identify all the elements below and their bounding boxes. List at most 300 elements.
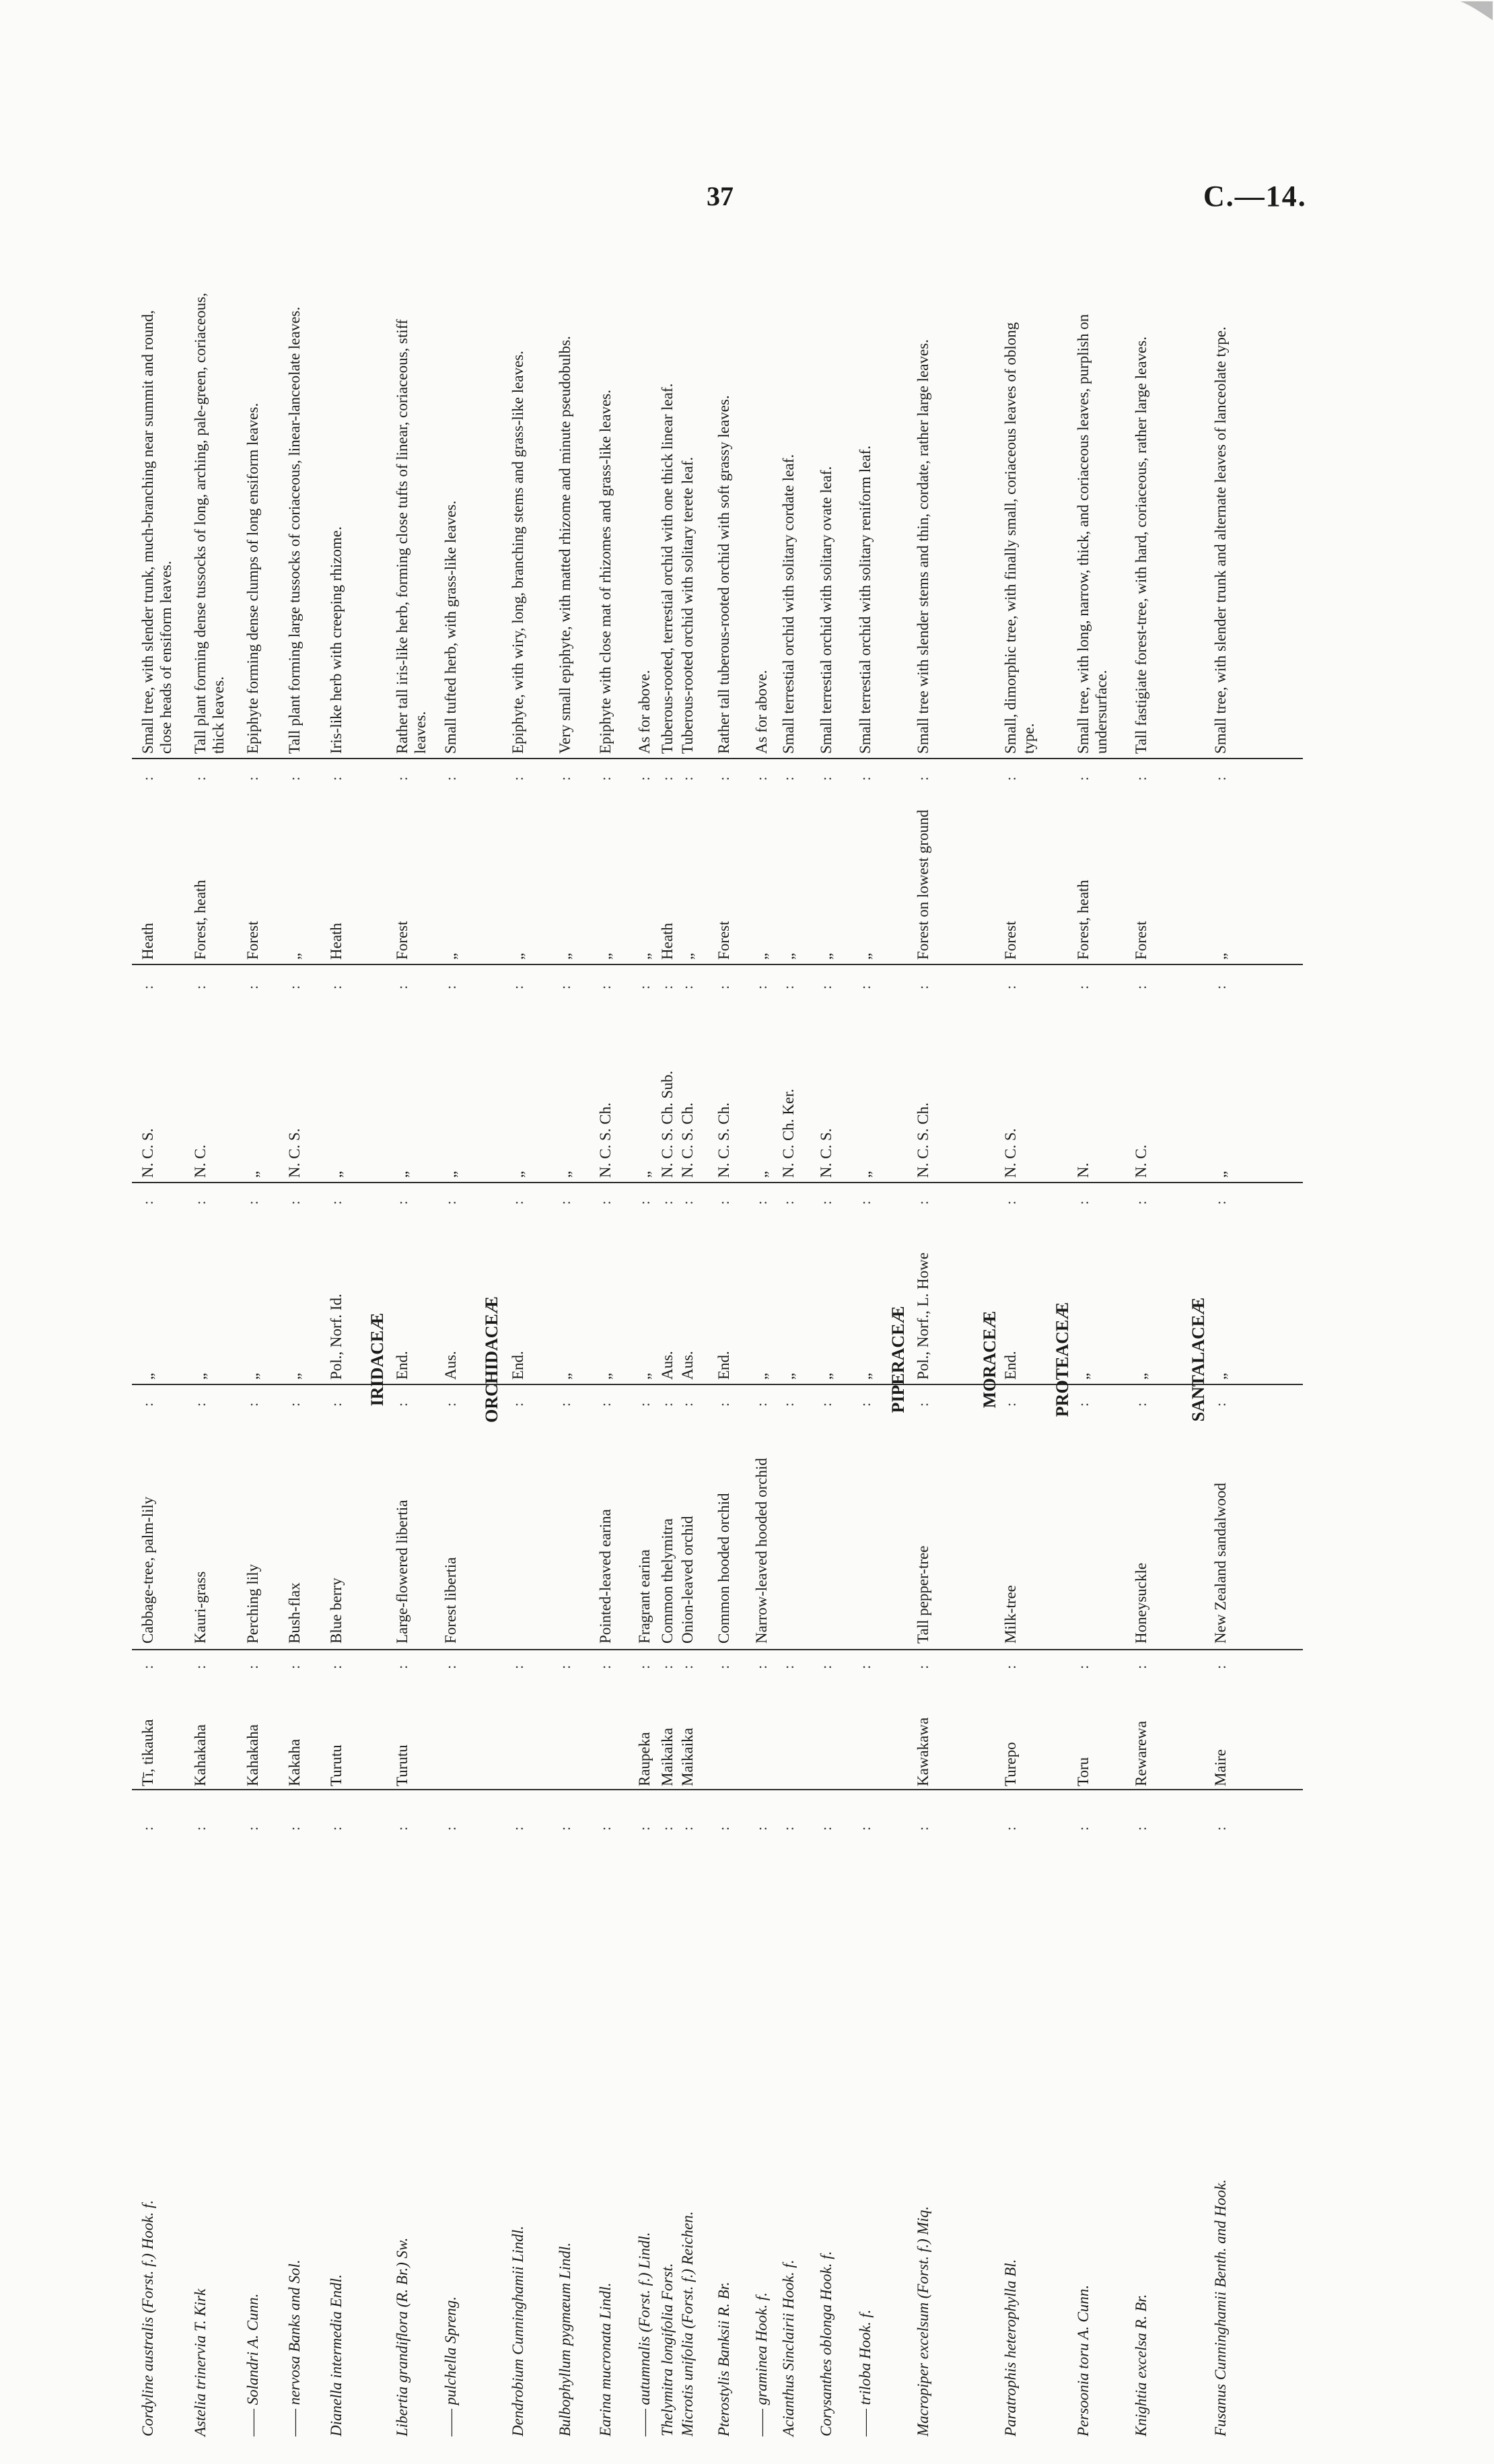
cell-district: N. C. S. Ch. bbox=[915, 1102, 931, 1178]
cell-district: „ bbox=[244, 1170, 261, 1178]
cell-maori: Maire bbox=[1212, 1749, 1229, 1786]
leader-dots: : bbox=[192, 1402, 209, 1407]
leader-dots: : bbox=[1075, 1402, 1092, 1407]
cell-name: Pterostylis Banksii R. Br. bbox=[715, 2282, 732, 2436]
cell-habitat: „ bbox=[679, 952, 696, 960]
leader-dots: : bbox=[139, 1402, 156, 1407]
cell-district: „ bbox=[509, 1170, 526, 1178]
cell-maori: Tī, tikauka bbox=[139, 1719, 156, 1786]
table-row bbox=[1132, 283, 1188, 2436]
cell-range: „ bbox=[636, 1372, 653, 1380]
cell-district: N. C. S. Ch. bbox=[715, 1102, 732, 1178]
leader-dots: : bbox=[1075, 776, 1092, 781]
cell-name: Acianthus Sinclairii Hook. f. bbox=[780, 2259, 797, 2436]
cell-description: As for above. bbox=[636, 670, 653, 754]
cell-description: Epiphyte forming dense clumps of long ensiform leaves. bbox=[244, 402, 261, 754]
leader-dots: : bbox=[818, 776, 834, 781]
leader-dots: : bbox=[715, 985, 732, 989]
cell-common: Pointed-leaved earina bbox=[597, 1509, 614, 1644]
cell-common: Milk-tree bbox=[1002, 1585, 1019, 1644]
cell-description: Small terrestial orchid with solitary cordate leaf. bbox=[780, 454, 797, 754]
leader-dots: : bbox=[328, 1200, 345, 1205]
family-heading-label: PIPERACEÆ bbox=[888, 1306, 908, 1413]
cell-district: N. C. S. Ch. bbox=[679, 1102, 696, 1178]
leader-dots: : bbox=[1075, 1200, 1092, 1205]
table-row bbox=[556, 283, 596, 2436]
cell-description: Tall plant forming large tussocks of coriaceous, linear-lanceolate leaves. bbox=[286, 306, 303, 754]
leader-dots: : bbox=[557, 1826, 573, 1831]
leader-dots: : bbox=[679, 1664, 696, 1669]
cell-habitat: Forest bbox=[1002, 921, 1019, 960]
leader-dots: : bbox=[679, 1826, 696, 1831]
leader-dots: : bbox=[857, 1664, 874, 1669]
cell-habitat: „ bbox=[636, 952, 653, 960]
cell-range: „ bbox=[857, 1372, 874, 1380]
leader-dots: : bbox=[557, 985, 573, 989]
leader-dots: : bbox=[780, 776, 797, 781]
leader-dots: : bbox=[1075, 1664, 1092, 1669]
leader-dots: : bbox=[442, 1664, 459, 1669]
leader-dots: : bbox=[1133, 1664, 1149, 1669]
cell-range: „ bbox=[286, 1372, 303, 1380]
leader-dots: : bbox=[328, 985, 345, 989]
leader-dots: : bbox=[192, 985, 209, 989]
leader-dots: : bbox=[715, 1826, 732, 1831]
cell-name: —— Solandri A. Cunn. bbox=[244, 2293, 261, 2436]
cell-name: Microtis unifolia (Forst. f.) Reichen. bbox=[679, 2211, 696, 2436]
cell-habitat: „ bbox=[818, 952, 834, 960]
cell-district: N. C. S. bbox=[139, 1128, 156, 1178]
leader-dots: : bbox=[509, 1402, 526, 1407]
leader-dots: : bbox=[915, 985, 931, 989]
leader-dots: : bbox=[244, 1402, 261, 1407]
cell-common: Honeysuckle bbox=[1133, 1562, 1149, 1644]
table-row bbox=[715, 283, 752, 2436]
leader-dots: : bbox=[679, 985, 696, 989]
leader-dots: : bbox=[659, 1200, 676, 1205]
leader-dots: : bbox=[192, 776, 209, 781]
cell-maori: Kahakaha bbox=[244, 1724, 261, 1786]
leader-dots: : bbox=[1075, 1826, 1092, 1831]
leader-dots: : bbox=[442, 776, 459, 781]
cell-district: „ bbox=[857, 1170, 874, 1178]
cell-description: Tall plant forming dense tussocks of long, arching, pale-green, coriaceous, thick leaves. bbox=[192, 293, 227, 754]
cell-district: „ bbox=[328, 1170, 345, 1178]
leader-dots: : bbox=[857, 1826, 874, 1831]
cell-maori: Maikaika bbox=[679, 1728, 696, 1786]
cell-range: „ bbox=[1075, 1372, 1092, 1380]
cell-common: Kauri-grass bbox=[192, 1571, 209, 1644]
cell-range: Pol., Norf. Id. bbox=[328, 1294, 345, 1380]
leader-dots: : bbox=[1075, 985, 1092, 989]
plant-table bbox=[132, 283, 1303, 2436]
leader-dots: : bbox=[780, 1826, 797, 1831]
cell-maori: Turutu bbox=[394, 1745, 411, 1786]
cell-name: —— pulchella Spreng. bbox=[442, 2296, 459, 2436]
family-heading-label: SANTALACEÆ bbox=[1188, 1297, 1208, 1422]
table-row bbox=[244, 283, 284, 2436]
cell-description: Tall fastigiate forest-tree, with hard, coriaceous, rather large leaves. bbox=[1133, 337, 1149, 754]
leader-dots: : bbox=[509, 1664, 526, 1669]
family-heading-label: ORCHIDACEÆ bbox=[482, 1296, 501, 1423]
leader-dots: : bbox=[557, 776, 573, 781]
leader-dots: : bbox=[753, 776, 770, 781]
leader-dots: : bbox=[915, 1664, 931, 1669]
cell-common: Fragrant earina bbox=[636, 1549, 653, 1644]
family-heading-label: IRIDACEÆ bbox=[367, 1312, 387, 1407]
cell-common: Forest libertia bbox=[442, 1557, 459, 1644]
cell-name: —— nervosa Banks and Sol. bbox=[286, 2259, 303, 2436]
leader-dots: : bbox=[715, 1200, 732, 1205]
cell-common: Cabbage-tree, palm-lily bbox=[139, 1496, 156, 1644]
table-row bbox=[1211, 283, 1252, 2436]
cell-district: N. C. S. bbox=[1002, 1128, 1019, 1178]
leader-dots: : bbox=[328, 776, 345, 781]
cell-common: Common hooded orchid bbox=[715, 1493, 732, 1644]
cell-common: Bush-flax bbox=[286, 1582, 303, 1644]
leader-dots: : bbox=[139, 1826, 156, 1831]
table-row bbox=[1001, 283, 1050, 2436]
leader-dots: : bbox=[442, 985, 459, 989]
cell-name: —— graminea Hook. f. bbox=[753, 2292, 770, 2436]
leader-dots: : bbox=[328, 1664, 345, 1669]
cell-district: „ bbox=[442, 1170, 459, 1178]
leader-dots: : bbox=[192, 1200, 209, 1205]
table-row bbox=[191, 283, 244, 2436]
leader-dots: : bbox=[394, 1664, 411, 1669]
leader-dots: : bbox=[753, 1402, 770, 1407]
leader-dots: : bbox=[915, 1826, 931, 1831]
leader-dots: : bbox=[597, 776, 614, 781]
leader-dots: : bbox=[244, 985, 261, 989]
cell-description: Tuberous-rooted orchid with solitary terete leaf. bbox=[679, 456, 696, 754]
leader-dots: : bbox=[1133, 1200, 1149, 1205]
leader-dots: : bbox=[328, 1826, 345, 1831]
leader-dots: : bbox=[328, 1402, 345, 1407]
cell-common: Onion-leaved orchid bbox=[679, 1516, 696, 1644]
cell-district: „ bbox=[636, 1170, 653, 1178]
cell-name: Paratrophis heterophylla Bl. bbox=[1002, 2259, 1019, 2436]
cell-description: Iris-like herb with creeping rhizome. bbox=[328, 526, 345, 754]
leader-dots: : bbox=[1212, 776, 1229, 781]
leader-dots: : bbox=[442, 1402, 459, 1407]
cell-name: Dendrobium Cunninghamii Lindl. bbox=[509, 2226, 526, 2436]
leader-dots: : bbox=[244, 1826, 261, 1831]
cell-description: Small, dimorphic tree, with finally small, coriaceous leaves of oblong type. bbox=[1002, 322, 1037, 754]
cell-range: Aus. bbox=[679, 1351, 696, 1380]
cell-common: Narrow-leaved hooded orchid bbox=[753, 1458, 770, 1644]
leader-dots: : bbox=[1002, 985, 1019, 989]
cell-range: „ bbox=[557, 1372, 573, 1380]
cell-range: „ bbox=[780, 1372, 797, 1380]
cell-habitat: „ bbox=[442, 952, 459, 960]
cell-name: Corysanthes oblonga Hook. f. bbox=[818, 2251, 834, 2436]
leader-dots: : bbox=[753, 985, 770, 989]
cell-description: Small tree, with slender trunk and alternate leaves of lanceolate type. bbox=[1212, 326, 1229, 754]
cell-district: N. C. bbox=[192, 1144, 209, 1178]
leader-dots: : bbox=[1133, 1402, 1149, 1407]
leader-dots: : bbox=[139, 1664, 156, 1669]
leader-dots: : bbox=[818, 1664, 834, 1669]
leader-dots: : bbox=[818, 1200, 834, 1205]
cell-description: Small terrestial orchid with solitary reniform leaf. bbox=[857, 446, 874, 754]
leader-dots: : bbox=[915, 1402, 931, 1407]
cell-habitat: „ bbox=[780, 952, 797, 960]
leader-dots: : bbox=[1002, 776, 1019, 781]
cell-name: —— autumnalis (Forst. f.) Lindl. bbox=[636, 2232, 653, 2436]
leader-dots: : bbox=[286, 1664, 303, 1669]
table-row bbox=[752, 283, 779, 2436]
leader-dots: : bbox=[659, 985, 676, 989]
leader-dots: : bbox=[636, 1826, 653, 1831]
cell-habitat: „ bbox=[1212, 952, 1229, 960]
leader-dots: : bbox=[753, 1200, 770, 1205]
leader-dots: : bbox=[1212, 1200, 1229, 1205]
cell-range: „ bbox=[1133, 1372, 1149, 1380]
table-row bbox=[914, 283, 979, 2436]
leader-dots: : bbox=[557, 1402, 573, 1407]
cell-common: Tall pepper-tree bbox=[915, 1545, 931, 1644]
family-heading bbox=[1188, 283, 1211, 2436]
cell-maori: Turepo bbox=[1002, 1742, 1019, 1786]
cell-description: Small terrestial orchid with solitary ovate leaf. bbox=[818, 466, 834, 754]
cell-district: „ bbox=[1212, 1170, 1229, 1178]
leader-dots: : bbox=[139, 776, 156, 781]
leader-dots: : bbox=[753, 1664, 770, 1669]
table-row bbox=[393, 283, 440, 2436]
cell-maori: Kahakaha bbox=[192, 1724, 209, 1786]
leader-dots: : bbox=[509, 776, 526, 781]
cell-description: Small tree, with slender trunk, much-branching near summit and round, close heads of ensiform leaves. bbox=[139, 310, 174, 754]
leader-dots: : bbox=[1002, 1402, 1019, 1407]
leader-dots: : bbox=[659, 1402, 676, 1407]
family-heading bbox=[888, 283, 911, 2436]
leader-dots: : bbox=[192, 1826, 209, 1831]
cell-maori: Kawakawa bbox=[915, 1717, 931, 1786]
cell-habitat: „ bbox=[753, 952, 770, 960]
leader-dots: : bbox=[192, 1664, 209, 1669]
cell-maori: Turutu bbox=[328, 1745, 345, 1786]
table-row bbox=[139, 283, 191, 2436]
family-heading bbox=[980, 283, 1003, 2436]
cell-district: N. C. S. Ch. Sub. bbox=[659, 1070, 676, 1178]
cell-range: End. bbox=[715, 1351, 732, 1380]
leader-dots: : bbox=[780, 985, 797, 989]
table-row bbox=[441, 283, 468, 2436]
cell-name: Macropiper excelsum (Forst. f.) Miq. bbox=[915, 2206, 931, 2436]
cell-maori: Maikaika bbox=[659, 1728, 676, 1786]
leader-dots: : bbox=[286, 1826, 303, 1831]
leader-dots: : bbox=[636, 1200, 653, 1205]
family-heading-label: PROTEACEÆ bbox=[1053, 1302, 1072, 1417]
cell-name: Thelymitra longifolia Forst. bbox=[659, 2263, 676, 2436]
cell-range: „ bbox=[1212, 1372, 1229, 1380]
cell-habitat: Heath bbox=[328, 923, 345, 960]
leader-dots: : bbox=[857, 776, 874, 781]
leader-dots: : bbox=[659, 1826, 676, 1831]
cell-habitat: Forest, heath bbox=[1075, 880, 1092, 960]
family-heading bbox=[1053, 283, 1075, 2436]
leader-dots: : bbox=[659, 776, 676, 781]
cell-common: Perching lily bbox=[244, 1563, 261, 1644]
cell-description: As for above. bbox=[753, 670, 770, 754]
leader-dots: : bbox=[557, 1200, 573, 1205]
leader-dots: : bbox=[139, 985, 156, 989]
cell-name: —— triloba Hook. f. bbox=[857, 2309, 874, 2436]
leader-dots: : bbox=[597, 1402, 614, 1407]
leader-dots: : bbox=[818, 985, 834, 989]
cell-range: „ bbox=[818, 1372, 834, 1380]
page-number: 37 bbox=[707, 181, 734, 211]
leader-dots: : bbox=[394, 1402, 411, 1407]
leader-dots: : bbox=[286, 1402, 303, 1407]
cell-range: „ bbox=[244, 1372, 261, 1380]
leader-dots: : bbox=[659, 1664, 676, 1669]
leader-dots: : bbox=[394, 1200, 411, 1205]
leader-dots: : bbox=[753, 1826, 770, 1831]
table-row bbox=[327, 283, 354, 2436]
leader-dots: : bbox=[636, 1402, 653, 1407]
cell-name: Astelia trinervia T. Kirk bbox=[192, 2288, 209, 2436]
table-row bbox=[779, 283, 817, 2436]
leader-dots: : bbox=[597, 985, 614, 989]
cell-range: Aus. bbox=[659, 1351, 676, 1380]
cell-habitat: Forest bbox=[1133, 921, 1149, 960]
cell-common: New Zealand sandalwood bbox=[1212, 1483, 1229, 1644]
table-row bbox=[658, 283, 678, 2436]
cell-maori: Raupeka bbox=[636, 1732, 653, 1786]
series-number: C.—14. bbox=[1203, 180, 1307, 213]
cell-habitat: Forest on lowest ground bbox=[915, 810, 931, 960]
leader-dots: : bbox=[394, 985, 411, 989]
cell-description: Tuberous-rooted, terrestial orchid with one thick linear leaf. bbox=[659, 383, 676, 754]
cell-habitat: „ bbox=[557, 952, 573, 960]
cell-name: Knightia excelsa R. Br. bbox=[1133, 2294, 1149, 2436]
page-corner-stain-icon bbox=[1454, 0, 1494, 27]
table-row bbox=[678, 283, 715, 2436]
cell-district: „ bbox=[394, 1170, 411, 1178]
cell-habitat: Forest, heath bbox=[192, 880, 209, 960]
cell-name: Persoonia toru A. Cunn. bbox=[1075, 2284, 1092, 2436]
cell-district: N. bbox=[1075, 1162, 1092, 1178]
leader-dots: : bbox=[857, 1200, 874, 1205]
cell-range: „ bbox=[597, 1372, 614, 1380]
cell-description: Very small epiphyte, with matted rhizome and minute pseudobulbs. bbox=[557, 336, 573, 754]
cell-district: N. C. S. Ch. bbox=[597, 1102, 614, 1178]
cell-description: Epiphyte with close mat of rhizomes and grass-like leaves. bbox=[597, 390, 614, 754]
leader-dots: : bbox=[394, 1826, 411, 1831]
cell-district: N. C. S. bbox=[286, 1128, 303, 1178]
leader-dots: : bbox=[780, 1402, 797, 1407]
leader-dots: : bbox=[780, 1200, 797, 1205]
leader-dots: : bbox=[442, 1200, 459, 1205]
cell-district: N. C. S. bbox=[818, 1128, 834, 1178]
leader-dots: : bbox=[1212, 1664, 1229, 1669]
cell-maori: Kakaha bbox=[286, 1738, 303, 1786]
cell-description: Rather tall tuberous-rooted orchid with soft grassy leaves. bbox=[715, 395, 732, 754]
cell-habitat: „ bbox=[597, 952, 614, 960]
leader-dots: : bbox=[679, 1402, 696, 1407]
leader-dots: : bbox=[915, 1200, 931, 1205]
leader-dots: : bbox=[857, 985, 874, 989]
cell-maori: Toru bbox=[1075, 1757, 1092, 1786]
leader-dots: : bbox=[636, 1664, 653, 1669]
cell-common: Common thelymitra bbox=[659, 1518, 676, 1644]
leader-dots: : bbox=[597, 1664, 614, 1669]
table-row bbox=[285, 283, 326, 2436]
leader-dots: : bbox=[636, 985, 653, 989]
cell-range: Aus. bbox=[442, 1351, 459, 1380]
leader-dots: : bbox=[1002, 1826, 1019, 1831]
family-heading bbox=[367, 283, 390, 2436]
leader-dots: : bbox=[1133, 776, 1149, 781]
leader-dots: : bbox=[286, 1200, 303, 1205]
leader-dots: : bbox=[244, 1200, 261, 1205]
leader-dots: : bbox=[1133, 1826, 1149, 1831]
cell-name: Dianella intermedia Endl. bbox=[328, 2274, 345, 2436]
cell-habitat: Heath bbox=[139, 923, 156, 960]
cell-common: Blue berry bbox=[328, 1578, 345, 1644]
leader-dots: : bbox=[244, 776, 261, 781]
cell-range: „ bbox=[753, 1372, 770, 1380]
cell-maori: Rewarewa bbox=[1133, 1720, 1149, 1786]
leader-dots: : bbox=[1133, 985, 1149, 989]
cell-range: „ bbox=[139, 1372, 156, 1380]
cell-name: Bulbophyllum pygmæum Lindl. bbox=[557, 2242, 573, 2436]
leader-dots: : bbox=[780, 1664, 797, 1669]
leader-dots: : bbox=[509, 1200, 526, 1205]
leader-dots: : bbox=[1212, 985, 1229, 989]
cell-range: Pol., Norf., L. Howe bbox=[915, 1252, 931, 1380]
cell-range: End. bbox=[1002, 1351, 1019, 1380]
cell-habitat: „ bbox=[857, 952, 874, 960]
leader-dots: : bbox=[1212, 1826, 1229, 1831]
cell-range: End. bbox=[394, 1351, 411, 1380]
cell-range: End. bbox=[509, 1351, 526, 1380]
cell-habitat: „ bbox=[286, 952, 303, 960]
cell-habitat: „ bbox=[509, 952, 526, 960]
cell-district: N. C. bbox=[1133, 1144, 1149, 1178]
leader-dots: : bbox=[715, 776, 732, 781]
leader-dots: : bbox=[1212, 1402, 1229, 1407]
leader-dots: : bbox=[679, 1200, 696, 1205]
leader-dots: : bbox=[509, 985, 526, 989]
table-row bbox=[596, 283, 637, 2436]
cell-name: Cordyline australis (Forst. f.) Hook. f. bbox=[139, 2199, 156, 2436]
cell-name: Libertia grandiflora (R. Br.) Sw. bbox=[394, 2237, 411, 2436]
leader-dots: : bbox=[1002, 1200, 1019, 1205]
leader-dots: : bbox=[244, 1664, 261, 1669]
leader-dots: : bbox=[286, 776, 303, 781]
cell-habitat: Forest bbox=[394, 921, 411, 960]
leader-dots: : bbox=[679, 776, 696, 781]
leader-dots: : bbox=[597, 1826, 614, 1831]
leader-dots: : bbox=[818, 1826, 834, 1831]
leader-dots: : bbox=[442, 1826, 459, 1831]
family-heading-label: MORACEÆ bbox=[980, 1310, 999, 1409]
table-row bbox=[509, 283, 556, 2436]
leader-dots: : bbox=[915, 776, 931, 781]
cell-description: Small tree, with long, narrow, thick, and coriaceous leaves, purplish on undersurface. bbox=[1075, 314, 1110, 754]
cell-range: „ bbox=[192, 1372, 209, 1380]
table-row bbox=[817, 283, 855, 2436]
leader-dots: : bbox=[1002, 1664, 1019, 1669]
cell-description: Rather tall iris-like herb, forming close tufts of linear, coriaceous, stiff leaves. bbox=[394, 319, 429, 754]
cell-description: Small tree with slender stems and thin, cordate, rather large leaves. bbox=[915, 339, 931, 754]
leader-dots: : bbox=[509, 1826, 526, 1831]
leader-dots: : bbox=[557, 1664, 573, 1669]
leader-dots: : bbox=[139, 1200, 156, 1205]
